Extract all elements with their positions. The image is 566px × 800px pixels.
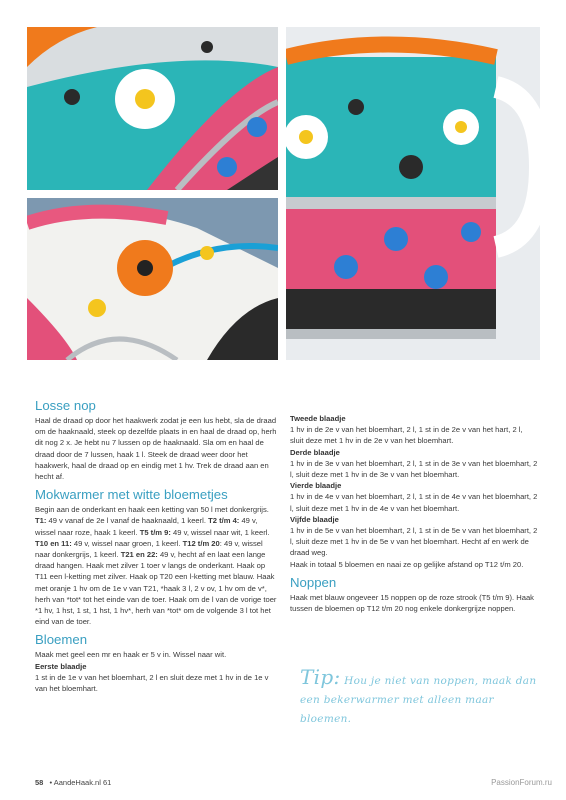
page-footer [35, 778, 111, 787]
derde-blaadje-label: Derde blaadje [290, 447, 340, 457]
tweede-blaadje-label: Tweede blaadje [290, 414, 346, 423]
row-text-t21: 49 v, hecht af en laat een lange draad hangen. Haak met zilver 1 toer v langs de onderkant. Haak op T11 een l-ketting met zilver. Haak op T20 een l-ketting met blauw. Haak met oranje 1 hv om de 1e v van T21, *haak 3 l, 2 v ov, 1 hv om de v*, herh van *tot* tot het einde van de toer. Haak om de l van de vorige toer *1 hv, 1 hst, 1 st, 1 hst, 1 hv*, herh van *tot* om de volgende 3 l tot het eind van de toer. [35, 550, 277, 627]
row-label-t21: T21 en 22: [120, 550, 158, 560]
eerste-blaadje-label: Eerste blaadje [35, 661, 87, 671]
noppen-heading: Noppen [290, 574, 337, 590]
row-label-t10: T10 en 11: [35, 538, 72, 548]
eerste-blaadje-text: 1 st in de 1e v van het bloemhart, 2 l en sluit deze met 1 hv in de 1e v van het bloemhart. [35, 672, 269, 694]
vijfde-blaadje-text: 1 hv in de 5e v van het bloemhart, 2 l, 1 st in de 5e v van het bloemhart, 2 l, sluit deze met 1 hv in de 5e v van het bloemhart. Hecht af en werk de draad weg. [290, 526, 538, 558]
row-text-t10: 49 v, wissel naar groen, 1 keerl. [71, 538, 183, 548]
vijfde-blaadje-label: Vijfde blaadje [290, 514, 339, 524]
tweede-blaadje-text: 1 hv in de 2e v van het bloemhart, 2 l, 1 st in de 2e v van het hart, 2 l, sluit deze met 1 hv in de 2e v van het bloemhart. [290, 425, 523, 446]
left-column [35, 398, 278, 694]
publication-name: AandeHaak.nl 61 [53, 778, 112, 787]
tip-label: Tip: [300, 665, 341, 689]
row-label-t12: T12 t/m 20 [182, 538, 220, 548]
photo-orange-flower-closeup [27, 198, 278, 360]
bloemen-intro: Maak met geel een mr en haak er 5 v in. Wissel naar wit. [35, 650, 227, 660]
row-text-t12: : 49 v, wissel naar donkergrijs, 1 keerl. [35, 538, 263, 560]
row-label-t1: T1: [35, 516, 47, 526]
footer-bullet: • [49, 778, 53, 787]
row-label-t2: T2 t/m 4: [208, 516, 240, 526]
derde-blaadje-text: 1 hv in de 3e v van het bloemhart, 2 l, 1 st in de 3e v van het bloemhart, 2 l, sluit deze met 1 hv in de 3e v van het bloemhart. [290, 458, 538, 480]
mokwarmer-heading: Mokwarmer met witte bloemetjes [35, 487, 228, 503]
tip-text: Hou je niet van noppen, maak dan een bekerwarmer met alleen maar bloemen. [300, 675, 537, 725]
vierde-blaadje-label: Vierde blaadje [290, 481, 342, 491]
vierde-blaadje-text: 1 hv in de 4e v van het bloemhart, 2 l, 1 st in de 4e v van het bloemhart, 2 l, sluit deze met 1 hv in de 4e v van het bloemhart. [290, 492, 538, 513]
page-number: 58 [35, 778, 44, 787]
bloemen-outro: Haak in totaal 5 bloemen en naai ze op gelijke afstand op T12 t/m 20. [290, 559, 524, 569]
watermark: PassionForum.ru [491, 778, 552, 787]
right-column [290, 413, 538, 614]
photo-mug-cozy [286, 27, 540, 360]
losse-nop-heading: Losse nop [35, 398, 96, 413]
bloemen-heading: Bloemen [35, 632, 88, 648]
row-label-t5: T5 t/m 9: [139, 527, 171, 537]
row-text-t5: 49 v, wissel naar wit, 1 keerl. [170, 527, 270, 537]
row-text-t2: 49 v, wissel naar roze, haak 1 keerl. [35, 516, 258, 537]
mokwarmer-body [35, 504, 278, 627]
mokwarmer-intro: Begin aan de onderkant en haak een ketting van 50 l met donkergrijs. [35, 505, 269, 515]
row-text-t1: 49 v vanaf de 2e l vanaf de haaknaald, 1 keerl. [46, 516, 209, 526]
losse-nop-body: Haal de draad op door het haakwerk zodat je een lus hebt, sla de draad om de haaknaald, steek op dezelfde plaats in en haal de draad op, herh dit nog 2 x. Je hebt nu 7 lussen op de haaknaald. Sla om en haal de draad door de 7 lussen, haak 1 l. Steek de draad weer door het haakwerk, haal de draad op en eindig met 1 hv. Trek de draad aan en hecht af. [35, 416, 277, 482]
tip-callout [300, 665, 540, 729]
noppen-body: Haak met blauw ongeveer 15 noppen op de roze strook (T5 t/m 9). Haak tussen de bloemen op T12 t/m 20 nog enkele donkergrijze noppen. [290, 592, 534, 614]
photo-flowers-closeup [27, 27, 278, 190]
